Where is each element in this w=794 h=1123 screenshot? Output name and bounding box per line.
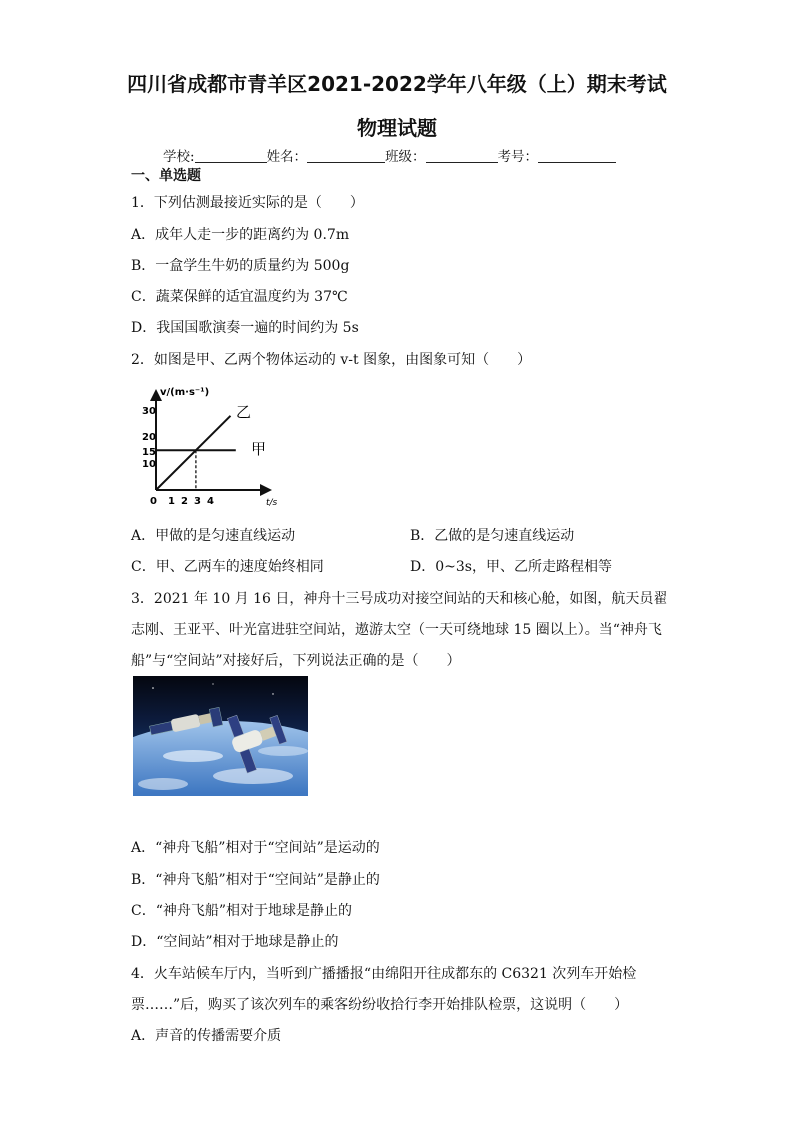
q2-option-c[interactable]: C．甲、乙两车的速度始终相同 (131, 559, 324, 575)
name-label: 姓名： (266, 149, 308, 165)
q1-option-b[interactable]: B．一盒学生牛奶的质量约为 500g (131, 258, 350, 274)
x-tick-3: 3 (194, 496, 201, 507)
vt-graph (138, 385, 278, 515)
section-heading: 一、单选题 (131, 168, 201, 184)
q3-option-a[interactable]: A．“神舟飞船”相对于“空间站”是运动的 (131, 840, 380, 856)
class-label: 班级： (385, 149, 426, 165)
x-tick-2: 2 (181, 496, 188, 507)
y-tick-20: 20 (142, 432, 156, 443)
y-axis-label: v/(m·s⁻¹) (160, 387, 210, 398)
x-tick-1: 1 (168, 496, 175, 507)
q3-stem-1: 3．2021 年 10 月 16 日，神舟十三号成功对接空间站的天和核心舱，如图，航天员翟 (131, 591, 668, 607)
q1-option-a[interactable]: A．成年人走一步的距离约为 0.7m (131, 227, 350, 243)
name-blank[interactable] (307, 148, 385, 163)
jia-label: 甲 (251, 440, 267, 458)
q4-option-a[interactable]: A．声音的传播需要介质 (131, 1028, 282, 1044)
q4-stem-1: 4．火车站候车厅内，当听到广播播报“由绵阳开往成都东的 C6321 次列车开始检 (131, 966, 637, 982)
school-blank[interactable] (195, 148, 267, 163)
exam-no-label: 考号： (497, 149, 539, 165)
q2-option-a[interactable]: A．甲做的是匀速直线运动 (131, 528, 296, 544)
school-label: 学校: (163, 149, 195, 165)
yi-line (156, 416, 230, 490)
y-tick-15: 15 (142, 447, 156, 458)
q3-stem-3: 船”与“空间站”对接好后，下列说法正确的是（ ） (131, 653, 461, 669)
q2-option-d[interactable]: D．0~3s，甲、乙所走路程相等 (410, 559, 612, 575)
space-station-photo (133, 676, 308, 796)
student-info-line (163, 145, 616, 165)
exam-no-blank[interactable] (538, 148, 616, 163)
q3-option-b[interactable]: B．“神舟飞船”相对于“空间站”是静止的 (131, 872, 380, 888)
class-blank[interactable] (426, 148, 498, 163)
q1-option-c[interactable]: C．蔬菜保鲜的适宜温度约为 37℃ (131, 289, 348, 305)
exam-subtitle: 物理试题 (357, 116, 437, 140)
x-tick-0: 0 (150, 496, 157, 507)
q1-stem: 1．下列估测最接近实际的是（ ） (131, 195, 364, 211)
exam-title: 四川省成都市青羊区2021-2022学年八年级（上）期末考试 (127, 72, 667, 96)
q2-option-b[interactable]: B．乙做的是匀速直线运动 (410, 528, 575, 544)
x-tick-4: 4 (207, 496, 214, 507)
q4-stem-2: 票……”后，购买了该次列车的乘客纷纷收拾行李开始排队检票，这说明（ ） (131, 997, 629, 1013)
q1-option-d[interactable]: D．我国国歌演奏一遍的时间约为 5s (131, 320, 359, 336)
q2-stem: 2．如图是甲、乙两个物体运动的 v-t 图象，由图象可知（ ） (131, 352, 532, 368)
q3-stem-2: 志刚、王亚平、叶光富进驻空间站，遨游太空（一天可绕地球 15 圈以上）。当“神舟飞 (131, 622, 662, 638)
yi-label: 乙 (236, 403, 252, 421)
y-tick-10: 10 (142, 459, 156, 470)
q3-option-c[interactable]: C．“神舟飞船”相对于地球是静止的 (131, 903, 353, 919)
y-tick-30: 30 (142, 406, 156, 417)
x-axis-label: t/s (266, 498, 278, 508)
q3-option-d[interactable]: D．“空间站”相对于地球是静止的 (131, 934, 339, 950)
